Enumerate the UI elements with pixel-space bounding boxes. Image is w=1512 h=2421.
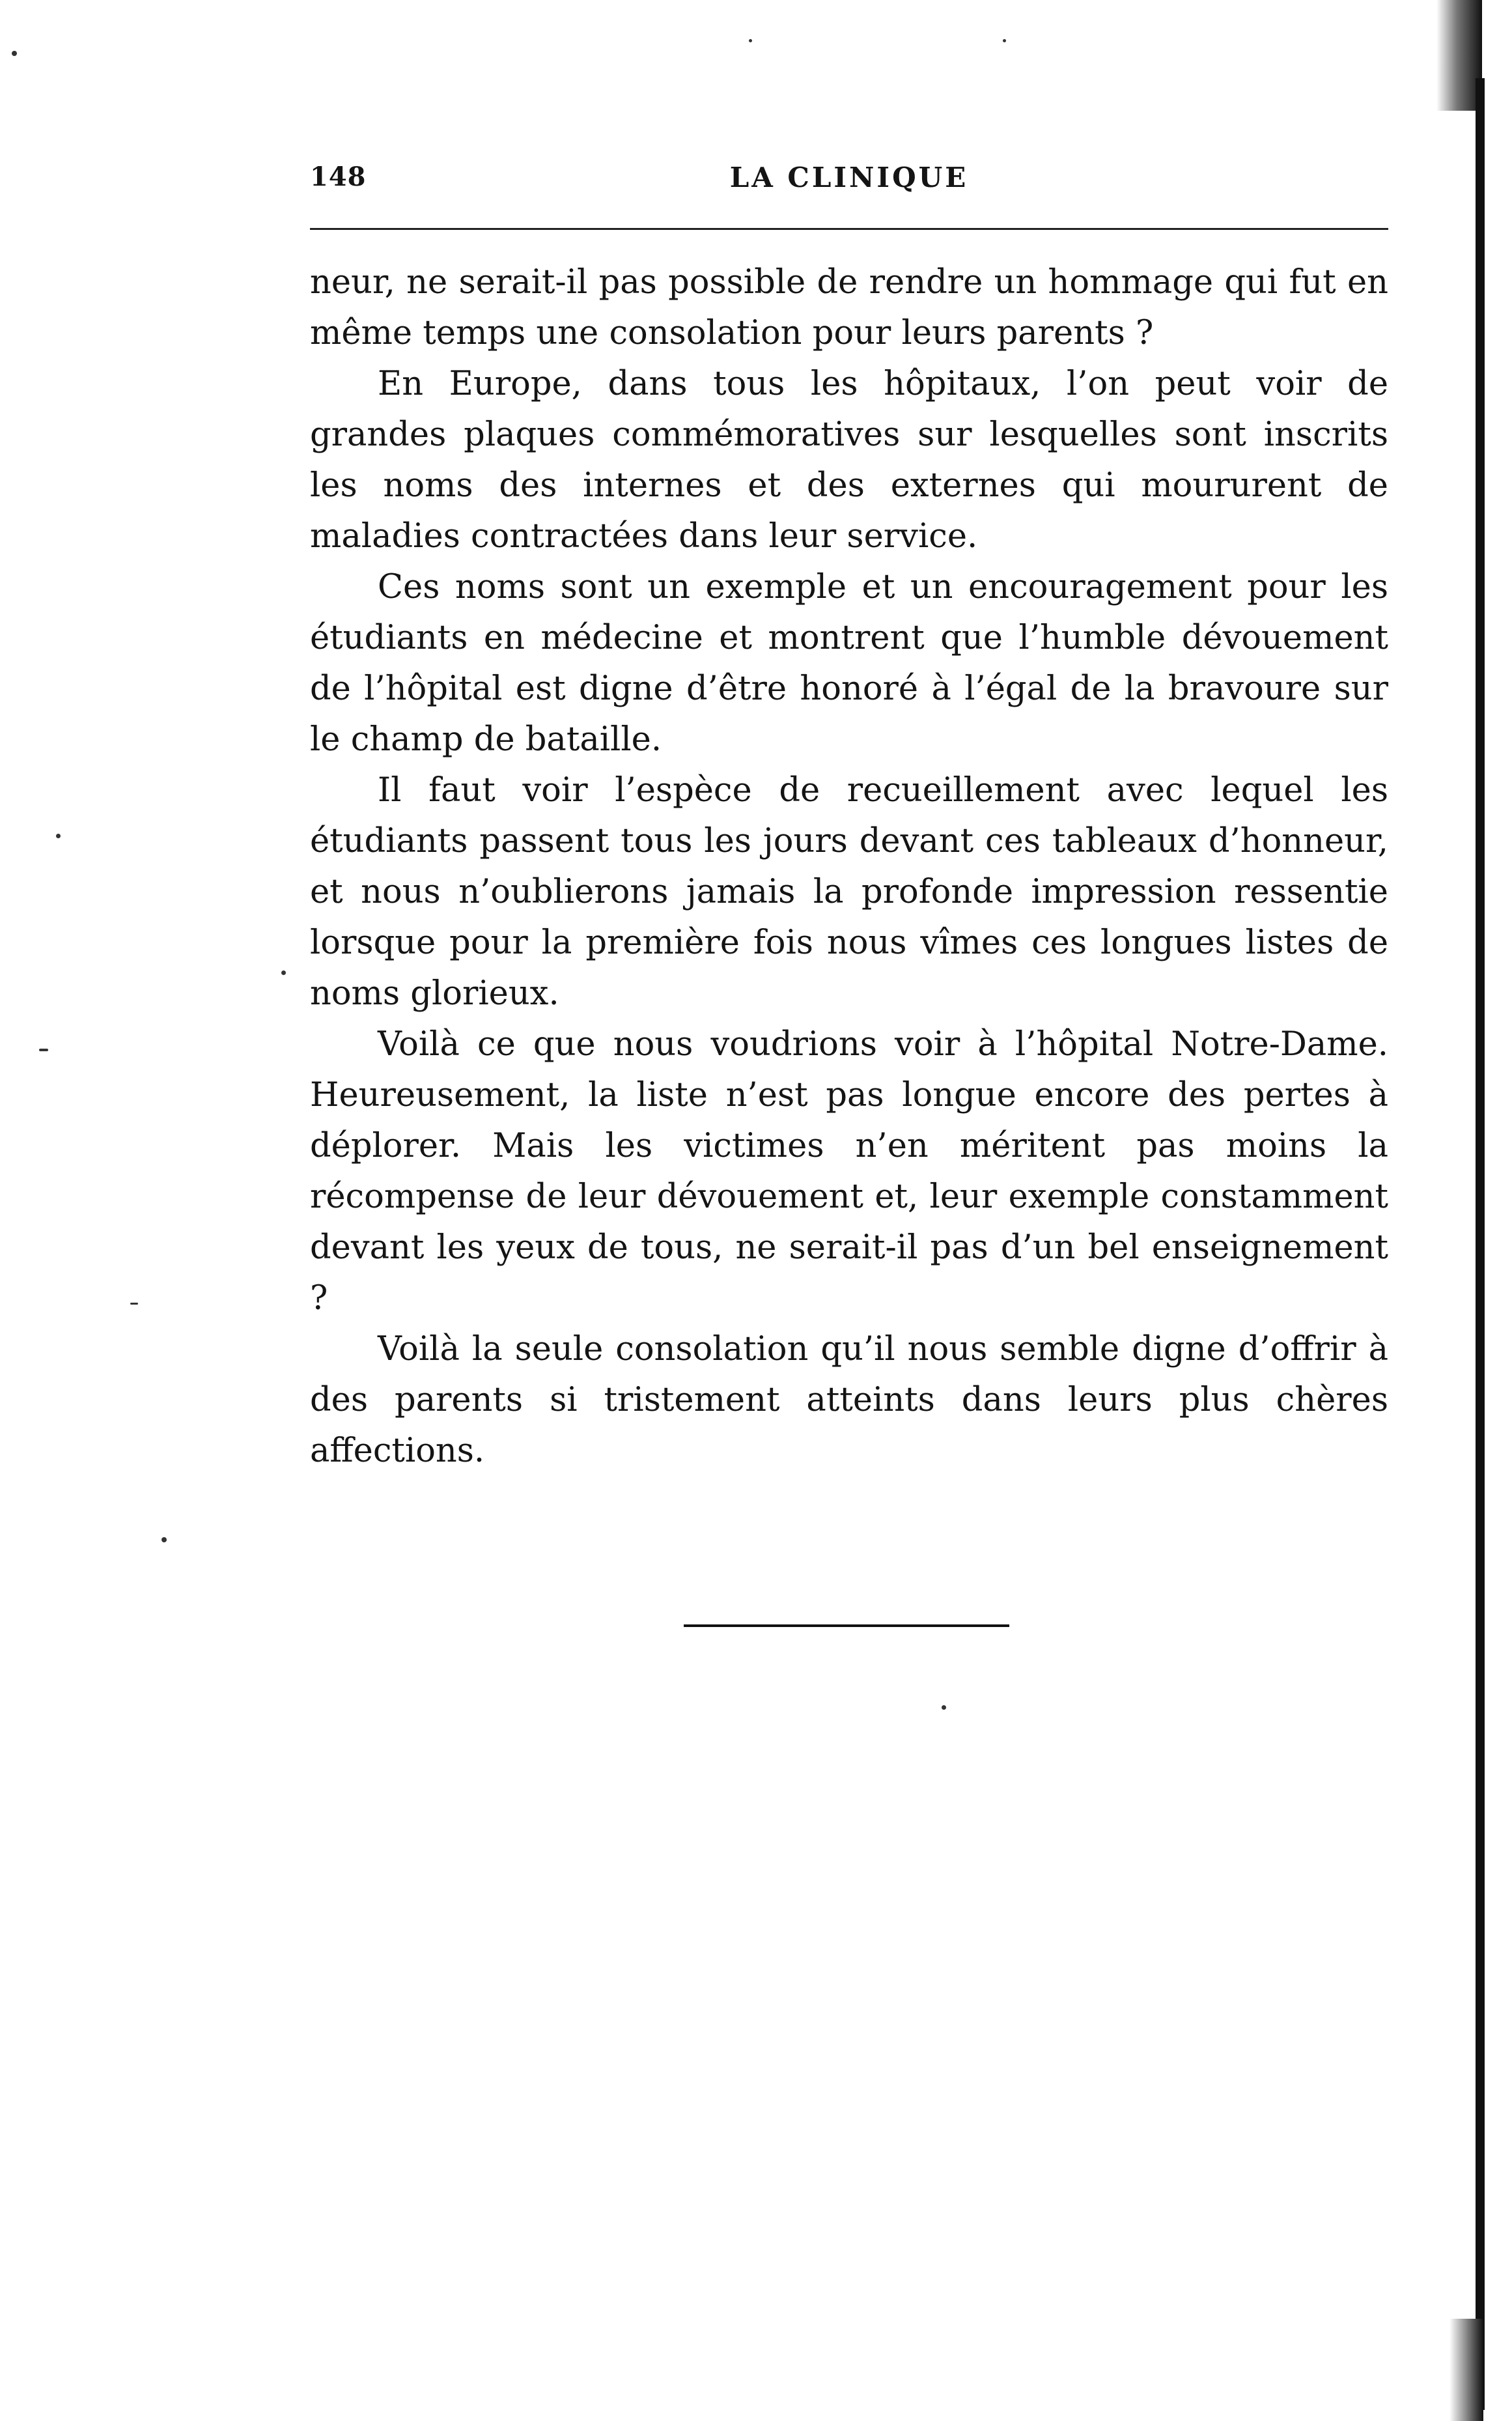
running-title: LA CLINIQUE (729, 162, 969, 193)
page-header (310, 158, 1388, 203)
page-number: 148 (310, 162, 367, 192)
paragraph: neur, ne serait-il pas possible de rendre un hommage qui fut en même temps une consolation pour leurs parents ? (310, 263, 1388, 352)
scan-edge-shadow (1476, 78, 1485, 2410)
body-text (310, 257, 1388, 1477)
scan-speck (749, 39, 752, 42)
scan-speck (39, 1049, 48, 1051)
end-rule (684, 1624, 1009, 1627)
paragraph: Voilà ce que nous voudrions voir à l’hôpital Notre-Dame. Heureusement, la liste n’est pas longue encore des pertes à déplorer. Mais les victimes n’en méritent pas moins la récompense de leur dévouement et, leur exemple constamment devant les yeux de tous, ne serait-il pas d’un bel enseignement ? (310, 1025, 1388, 1318)
scan-edge-shadow-bottom (1449, 2319, 1483, 2421)
scan-speck (130, 1303, 138, 1305)
paragraph: En Europe, dans tous les hôpitaux, l’on peut voir de grandes plaques commémoratives sur lesquelles sont inscrits les noms des internes et des externes qui moururent de maladies contractées dans leur service. (310, 365, 1388, 556)
scan-speck (12, 51, 17, 56)
header-rule (310, 228, 1388, 230)
scan-speck (1003, 39, 1006, 42)
paragraph: Ces noms sont un exemple et un encouragement pour les étudiants en médecine et montrent que l’humble dévouement de l’hôpital est digne d’être honoré à l’égal de la bravoure sur le champ de bataille. (310, 568, 1388, 759)
scan-speck (161, 1537, 167, 1542)
scan-speck (56, 834, 61, 838)
paragraph: Voilà la seule consolation qu’il nous semble digne d’offrir à des parents si tristement atteints dans leurs plus chères affections. (310, 1330, 1388, 1470)
scan-speck (942, 1705, 946, 1710)
paragraph: Il faut voir l’espèce de recueillement avec lequel les étudiants passent tous les jours devant ces tableaux d’honneur, et nous n’oublierons jamais la profonde impression ressentie lorsque pour la première fois nous vîmes ces longues listes de noms glorieux. (310, 771, 1388, 1013)
scan-speck (281, 970, 286, 975)
